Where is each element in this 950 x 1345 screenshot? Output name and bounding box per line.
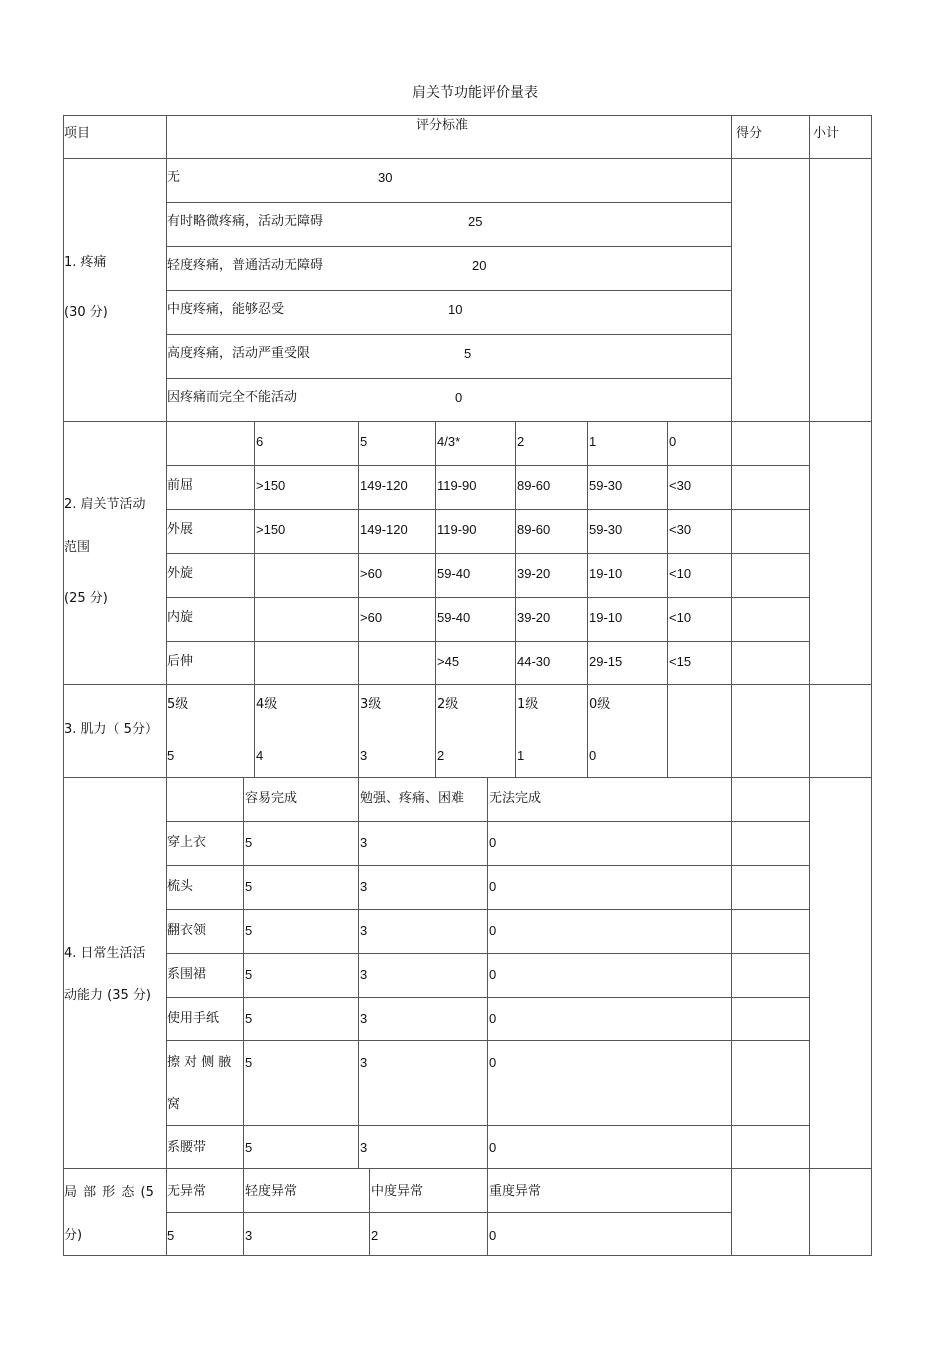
adl-cell: 0	[489, 835, 497, 850]
local-header: 轻度异常	[245, 1184, 298, 1199]
pain-row-points: 0	[455, 390, 463, 405]
adl-cell: 5	[245, 835, 253, 850]
strength-points: 4	[256, 748, 264, 763]
rom-cell: 89-60	[517, 522, 551, 537]
adl-cell: 5	[245, 1011, 253, 1026]
adl-cell: 3	[360, 1140, 368, 1155]
adl-cell: 0	[489, 879, 497, 894]
pain-label-points: (30 分)	[64, 305, 108, 320]
strength-level: 2级	[437, 697, 459, 712]
rom-cell: >150	[256, 522, 286, 537]
local-label-cont: 分)	[64, 1228, 83, 1243]
rom-grade: 5	[360, 434, 368, 449]
adl-row-name: 系腰带	[167, 1140, 207, 1155]
local-points: 2	[371, 1228, 379, 1243]
rom-cell: 39-20	[517, 610, 551, 625]
adl-row-name-cont: 窝	[167, 1097, 181, 1112]
adl-row-name: 使用手纸	[167, 1011, 220, 1026]
local-label: 局 部 形 态 (5	[64, 1185, 154, 1200]
adl-cell: 3	[360, 835, 368, 850]
rom-label-cont: 范围	[64, 540, 91, 555]
rom-label: 2. 肩关节活动	[64, 497, 146, 512]
adl-row-name: 梳头	[167, 879, 194, 894]
adl-cell: 3	[360, 923, 368, 938]
pain-row-text: 高度疼痛，活动严重受限	[167, 346, 311, 361]
adl-row-name: 翻衣领	[167, 923, 207, 938]
rom-cell: 59-40	[437, 566, 471, 581]
adl-cell: 3	[360, 1011, 368, 1026]
pain-row-points: 25	[468, 214, 483, 229]
rom-cell: <10	[669, 610, 692, 625]
adl-cell: 0	[489, 923, 497, 938]
rom-grade: 6	[256, 434, 264, 449]
pain-row-points: 5	[464, 346, 472, 361]
rom-cell: 59-30	[589, 522, 623, 537]
adl-cell: 5	[245, 923, 253, 938]
rom-cell: 29-15	[589, 654, 623, 669]
rom-cell: 119-90	[437, 522, 477, 537]
pain-row-points: 10	[448, 302, 463, 317]
strength-level: 4级	[256, 697, 278, 712]
adl-cell: 5	[245, 879, 253, 894]
rom-cell: <10	[669, 566, 692, 581]
rom-cell: 19-10	[589, 566, 623, 581]
rom-cell: 39-20	[517, 566, 551, 581]
adl-header: 勉强、疼痛、困难	[360, 791, 465, 806]
pain-row-points: 20	[472, 258, 487, 273]
adl-cell: 0	[489, 967, 497, 982]
rom-cell: 59-40	[437, 610, 471, 625]
rom-grade: 2	[517, 434, 525, 449]
rom-grade: 4/3*	[437, 434, 461, 449]
adl-cell: 3	[360, 879, 368, 894]
local-points: 0	[489, 1228, 497, 1243]
local-header: 重度异常	[489, 1184, 542, 1199]
header-criteria: 评分标准	[416, 118, 469, 133]
local-header: 无异常	[167, 1184, 207, 1199]
adl-row-name: 穿上衣	[167, 835, 207, 850]
rom-row-name: 前屈	[167, 478, 194, 493]
rom-cell: >60	[360, 566, 383, 581]
local-points: 5	[167, 1228, 175, 1243]
header-score: 得分	[736, 126, 763, 141]
strength-level: 1级	[517, 697, 539, 712]
adl-cell: 5	[245, 1140, 253, 1155]
adl-cell: 5	[245, 1055, 253, 1070]
strength-points: 2	[437, 748, 445, 763]
rom-cell: 149-120	[360, 478, 408, 493]
rom-cell: <30	[669, 522, 692, 537]
rom-cell: <30	[669, 478, 692, 493]
strength-points: 1	[517, 748, 525, 763]
local-points: 3	[245, 1228, 253, 1243]
rom-cell: >150	[256, 478, 286, 493]
adl-cell: 5	[245, 967, 253, 982]
adl-cell: 0	[489, 1140, 497, 1155]
rom-row-name: 内旋	[167, 610, 194, 625]
rom-label-points: (25 分)	[64, 591, 108, 606]
adl-header: 无法完成	[489, 791, 542, 806]
pain-row-text: 轻度疼痛，普通活动无障碍	[167, 258, 324, 273]
adl-header: 容易完成	[245, 791, 298, 806]
rom-cell: >60	[360, 610, 383, 625]
rom-cell: >45	[437, 654, 460, 669]
rom-row-name: 外展	[167, 522, 194, 537]
rom-cell: 149-120	[360, 522, 408, 537]
rom-cell: 19-10	[589, 610, 623, 625]
adl-cell: 0	[489, 1011, 497, 1026]
adl-row-name: 系围裙	[167, 967, 207, 982]
rom-grade: 1	[589, 434, 597, 449]
strength-points: 5	[167, 748, 175, 763]
rom-row-name: 外旋	[167, 566, 194, 581]
adl-cell: 0	[489, 1055, 497, 1070]
pain-label: 1. 疼痛	[64, 255, 107, 270]
header-item: 项目	[64, 126, 91, 141]
strength-level: 3级	[360, 697, 382, 712]
adl-cell: 3	[360, 967, 368, 982]
strength-level: 0级	[589, 697, 611, 712]
pain-row-text: 中度疼痛，能够忍受	[167, 302, 285, 317]
adl-label-points: 动能力 (35 分)	[64, 988, 151, 1003]
pain-row-text: 无	[167, 170, 181, 185]
rom-cell: 59-30	[589, 478, 623, 493]
header-subtotal: 小计	[813, 126, 840, 141]
rom-cell: 89-60	[517, 478, 551, 493]
pain-row-points: 30	[378, 170, 393, 185]
strength-level: 5级	[167, 697, 189, 712]
local-header: 中度异常	[371, 1184, 424, 1199]
strength-points: 3	[360, 748, 368, 763]
rom-cell: 44-30	[517, 654, 551, 669]
adl-cell: 3	[360, 1055, 368, 1070]
adl-label: 4. 日常生活活	[64, 946, 146, 961]
strength-label: 3. 肌力（ 5分）	[64, 722, 158, 737]
pain-row-text: 有时略微疼痛，活动无障碍	[167, 214, 324, 229]
rom-row-name: 后伸	[167, 654, 194, 669]
pain-row-text: 因疼痛而完全不能活动	[167, 390, 298, 405]
strength-points: 0	[589, 748, 597, 763]
adl-row-name: 擦 对 侧 腋	[167, 1055, 232, 1070]
rom-grade: 0	[669, 434, 677, 449]
rom-cell: <15	[669, 654, 692, 669]
page-title: 肩关节功能评价量表	[412, 85, 538, 101]
rom-cell: 119-90	[437, 478, 477, 493]
